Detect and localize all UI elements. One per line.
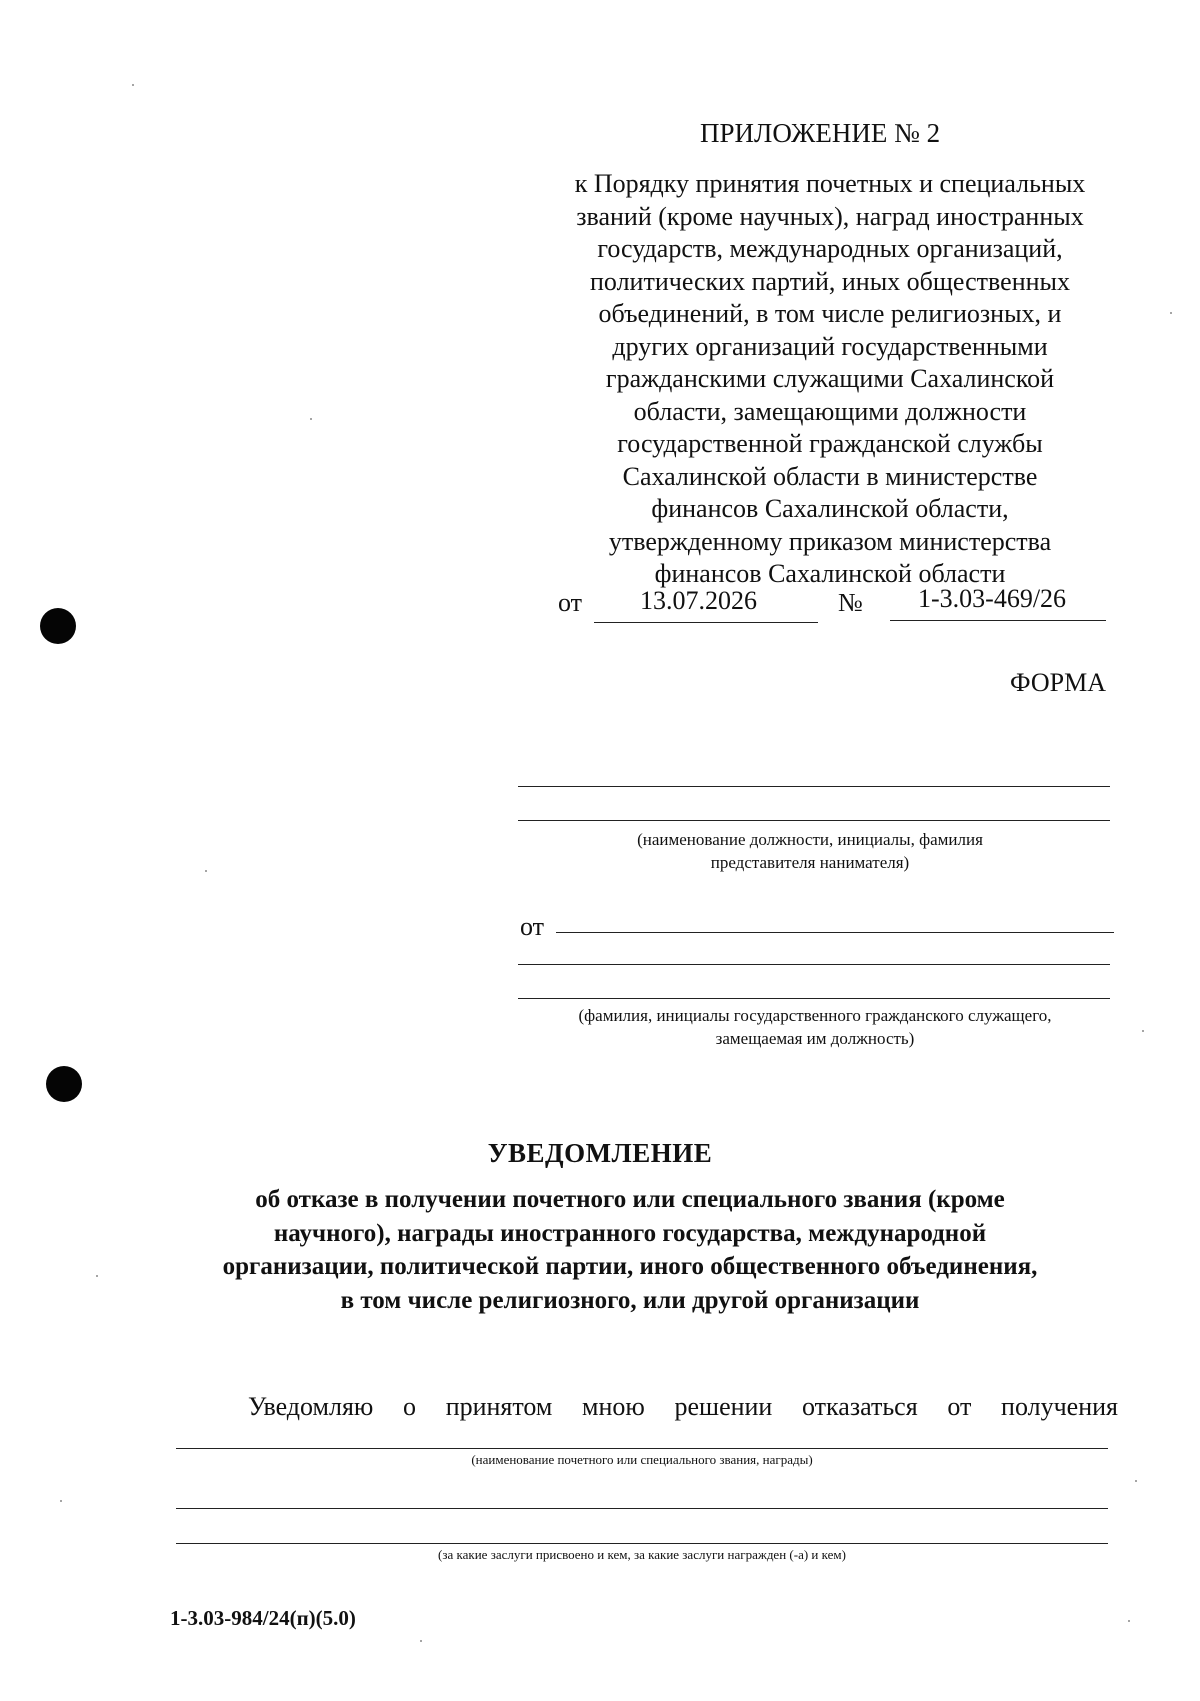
addressee-caption <box>560 828 1060 874</box>
scan-speck <box>60 1500 62 1502</box>
blank-line-1 <box>176 1508 1108 1509</box>
annex-line: области, замещающими должности <box>633 396 1027 426</box>
date-prefix: от <box>558 588 583 617</box>
annex-title: ПРИЛОЖЕНИЕ № 2 <box>700 118 941 148</box>
annex-line: государственной гражданской службы <box>617 429 1043 458</box>
date-underline <box>594 622 818 623</box>
caption-line: (фамилия, инициалы государственного гражданского служащего, <box>578 1006 1052 1025</box>
caption-line: представителя нанимателя) <box>710 853 910 872</box>
annex-line: утвержденному приказом министерства <box>608 526 1052 556</box>
caption-line: (наименование должности, инициалы, фамилия <box>637 830 983 849</box>
scan-speck <box>1128 1620 1130 1622</box>
scan-speck <box>310 418 312 420</box>
annex-line: финансов Сахалинской области, <box>651 494 1009 523</box>
caption-line: замещаемая им должность) <box>715 1029 915 1048</box>
subtitle-line: об отказе в получении почетного или специального звания (кроме <box>255 1186 1005 1213</box>
order-date: 13.07.2026 <box>640 586 757 615</box>
number-underline <box>890 620 1106 621</box>
punch-hole-bottom <box>46 1066 82 1102</box>
scan-speck <box>420 1640 422 1642</box>
award-caption: (наименование почетного или специального звания, награды) <box>471 1452 813 1467</box>
sender-line-2 <box>518 964 1110 965</box>
addressee-line-1 <box>518 786 1110 787</box>
sender-caption <box>515 1004 1115 1050</box>
annex-body <box>540 168 1120 591</box>
scan-speck <box>205 870 207 872</box>
punch-hole-top <box>40 608 76 644</box>
notice-subtitle <box>170 1183 1090 1317</box>
scan-speck <box>96 1275 98 1277</box>
annex-line: Сахалинской области в министерстве <box>622 461 1038 491</box>
scan-speck <box>132 84 134 86</box>
subtitle-line: научного), награды иностранного государства, международной <box>273 1219 987 1247</box>
annex-line: финансов Сахалинской области <box>654 559 1006 588</box>
annex-line: гражданскими служащими Сахалинской <box>605 364 1055 393</box>
subtitle-line: организации, политической партии, иного общественного объединения, <box>222 1253 1038 1280</box>
annex-line: политических партий, иных общественных <box>590 266 1070 296</box>
award-line <box>176 1448 1108 1449</box>
scan-speck <box>1142 1030 1144 1032</box>
annex-line: других организаций государственными <box>612 331 1048 361</box>
order-number: 1-3.03-469/26 <box>918 584 1067 613</box>
addressee-line-2 <box>518 820 1110 821</box>
subtitle-line: в том числе религиозного, или другой организации <box>340 1286 920 1314</box>
scan-speck <box>1135 1480 1137 1482</box>
blank-line-2 <box>176 1543 1108 1544</box>
annex-line: государств, международных организаций, <box>597 234 1063 263</box>
annex-line: званий (кроме научных), наград иностранных <box>576 201 1084 231</box>
number-sign: № <box>838 588 863 617</box>
merit-caption: (за какие заслуги присвоено и кем, за какие заслуги награжден (-а) и кем) <box>438 1547 846 1562</box>
notice-title: УВЕДОМЛЕНИЕ <box>487 1138 713 1168</box>
sender-line-1 <box>556 932 1114 933</box>
sender-line-3 <box>518 998 1110 999</box>
document-id: 1-3.03-984/24(п)(5.0) <box>170 1606 356 1630</box>
annex-line: объединений, в том числе религиозных, и <box>598 299 1062 328</box>
notice-paragraph: Уведомляю о принятом мною решении отказаться от получения <box>248 1392 1118 1421</box>
sender-prefix: от <box>520 912 545 941</box>
annex-line: к Порядку принятия почетных и специальных <box>574 169 1086 198</box>
form-label: ФОРМА <box>1010 668 1106 697</box>
scan-speck <box>1170 312 1172 314</box>
